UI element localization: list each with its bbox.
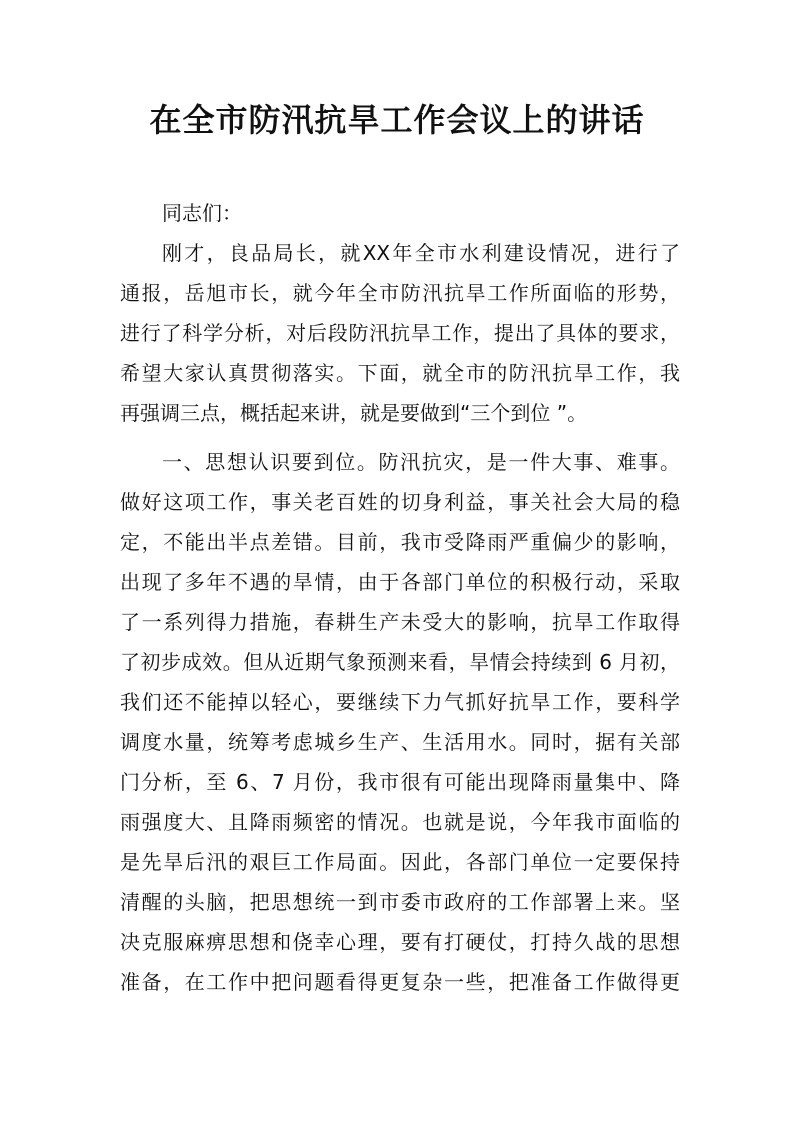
greeting: 同志们： <box>162 201 242 225</box>
document-title: 在全市防汛抗旱工作会议上的讲话 <box>149 101 645 139</box>
paragraph-line: 决克服麻痹思想和侥幸心理，要有打硬仗，打持久战的思想 <box>120 930 680 954</box>
paragraph-line: 希望大家认真贯彻落实。下面，就全市的防汛抗旱工作，我 <box>120 361 680 385</box>
paragraph-2 <box>120 442 680 1002</box>
paragraph-line: 定，不能出半点差错。目前，我市受降雨严重偏少的影响， <box>120 530 680 554</box>
paragraph-line: 清醒的头脑，把思想统一到市委市政府的工作部署上来。坚 <box>120 890 680 914</box>
paragraph-line: 出现了多年不遇的旱情，由于各部门单位的积极行动，采取 <box>120 570 680 594</box>
paragraph-line: 通报，岳旭市长，就今年全市防汛抗旱工作所面临的形势， <box>120 281 680 305</box>
paragraph-line: 准备，在工作中把问题看得更复杂一些，把准备工作做得更 <box>120 970 680 994</box>
paragraph-line: 我们还不能掉以轻心，要继续下力气抓好抗旱工作，要科学 <box>120 690 680 714</box>
paragraph-line: 门分析，至 6、7 月份，我市很有可能出现降雨量集中、降 <box>120 770 680 794</box>
paragraph-line: 是先旱后汛的艰巨工作局面。因此，各部门单位一定要保持 <box>120 850 680 874</box>
paragraph-line: 雨强度大、且降雨频密的情况。也就是说，今年我市面临的 <box>120 810 680 834</box>
paragraph-line: 一、思想认识要到位。防汛抗灾，是一件大事、难事。 <box>162 450 680 474</box>
paragraph-1 <box>120 233 680 433</box>
paragraph-line: 调度水量，统筹考虑城乡生产、生活用水。同时，据有关部 <box>120 730 680 754</box>
paragraph-line: 了初步成效。但从近期气象预测来看，旱情会持续到 6 月初， <box>120 650 680 674</box>
paragraph-line: 做好这项工作，事关老百姓的切身利益，事关社会大局的稳 <box>120 490 680 514</box>
paragraph-line: 进行了科学分析，对后段防汛抗旱工作，提出了具体的要求， <box>120 321 680 345</box>
paragraph-line: 了一系列得力措施，春耕生产未受大的影响，抗旱工作取得 <box>120 610 680 634</box>
paragraph-line: 刚才，良品局长，就XX年全市水利建设情况，进行了 <box>162 241 680 265</box>
paragraph-line: 再强调三点，概括起来讲，就是要做到“三个到位 ”。 <box>120 401 588 425</box>
